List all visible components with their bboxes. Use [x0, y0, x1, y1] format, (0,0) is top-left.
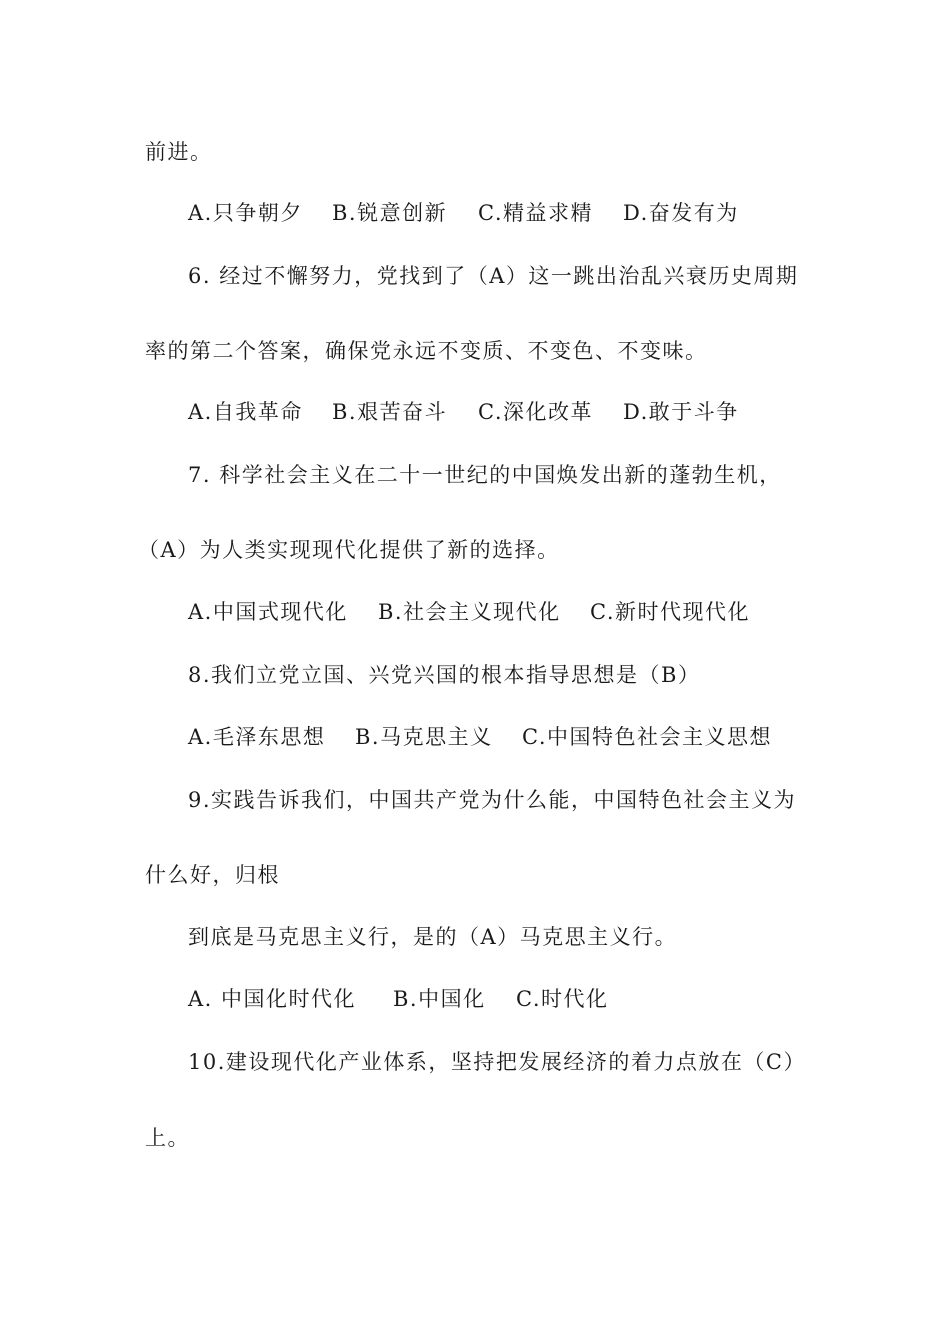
- option-a: A.自我革命: [188, 400, 303, 424]
- option-a: A. 中国化时代化: [188, 987, 357, 1011]
- q6-options: [188, 398, 739, 426]
- option-d: D.敢于斗争: [623, 400, 739, 424]
- option-b: B.艰苦奋斗: [332, 400, 448, 424]
- q8-options: [188, 723, 772, 751]
- q6-question-line2: 率的第二个答案，确保党永远不变质、不变色、不变味。: [145, 339, 708, 363]
- q6-question-line1: 6. 经过不懈努力，党找到了（A）这一跳出治乱兴衰历史周期: [188, 264, 799, 288]
- q5-options: [188, 199, 739, 227]
- q9-question-line3: 到底是马克思主义行，是的（A）马克思主义行。: [188, 925, 678, 949]
- option-b: B.马克思主义: [355, 725, 493, 749]
- q10-question-line2: 上。: [145, 1126, 190, 1150]
- option-a: A.只争朝夕: [188, 201, 303, 225]
- option-b: B.社会主义现代化: [378, 600, 561, 624]
- q9-options: [188, 985, 609, 1013]
- q10-question-line1: 10.建设现代化产业体系，坚持把发展经济的着力点放在（C）: [188, 1050, 806, 1074]
- option-b: B.中国化: [393, 987, 486, 1011]
- q9-question-line1: 9.实践告诉我们，中国共产党为什么能，中国特色社会主义为: [188, 788, 797, 812]
- option-a: A.中国式现代化: [188, 600, 348, 624]
- q7-question-line1: 7. 科学社会主义在二十一世纪的中国焕发出新的蓬勃生机，: [188, 463, 782, 487]
- option-c: C.中国特色社会主义思想: [522, 725, 772, 749]
- q7-options: [188, 598, 750, 626]
- option-c: C.新时代现代化: [590, 600, 750, 624]
- option-a: A.毛泽东思想: [188, 725, 326, 749]
- option-b: B.锐意创新: [332, 201, 448, 225]
- option-c: C.时代化: [516, 987, 609, 1011]
- q7-question-line2: （A）为人类实现现代化提供了新的选择。: [138, 538, 560, 562]
- option-d: D.奋发有为: [623, 201, 739, 225]
- option-c: C.深化改革: [478, 400, 593, 424]
- option-c: C.精益求精: [478, 201, 593, 225]
- q9-question-line2: 什么好，归根: [145, 863, 280, 887]
- text-line-continuation: 前进。: [145, 140, 213, 164]
- q8-question: 8.我们立党立国、兴党兴国的根本指导思想是（B）: [188, 663, 701, 687]
